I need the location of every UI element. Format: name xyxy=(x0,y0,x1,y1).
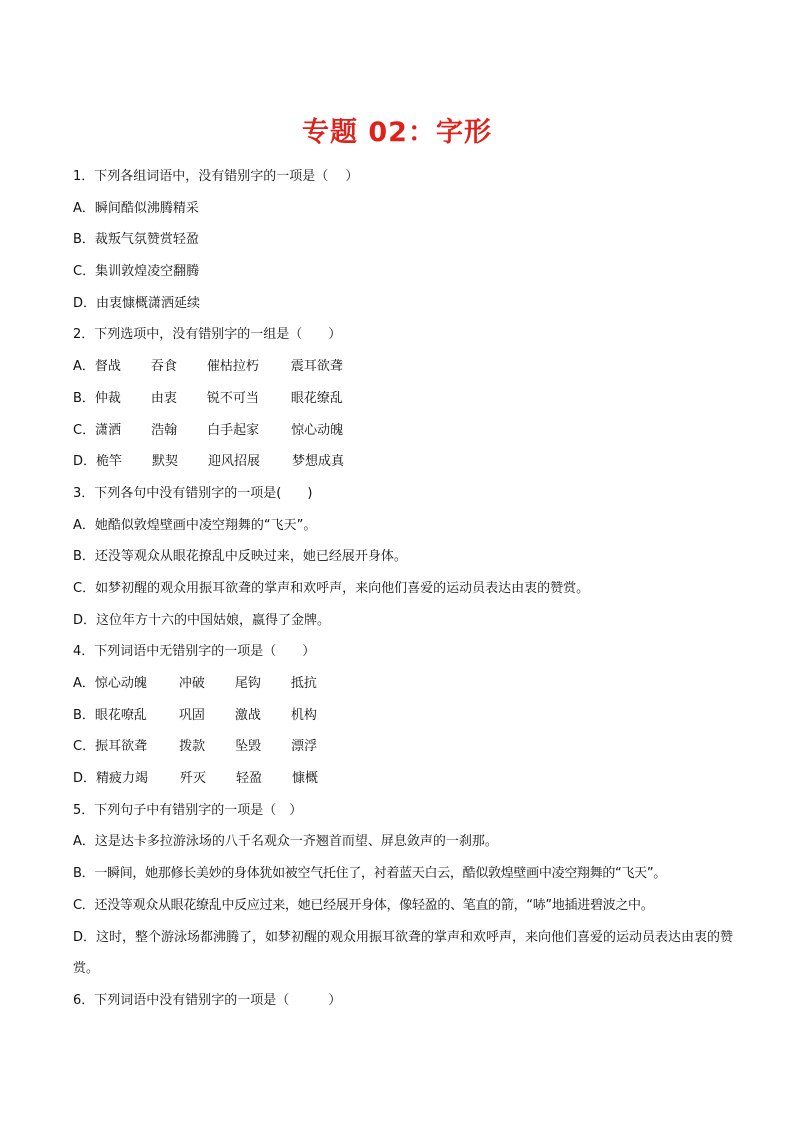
word: 潇洒 xyxy=(95,422,122,438)
option-d xyxy=(73,763,733,795)
option-c: C．如梦初醒的观众用振耳欲聋的掌声和欢呼声，来向他们喜爱的运动员表达由衷的赞赏。 xyxy=(73,580,590,596)
option-d: D．由衷慷概潇洒延续 xyxy=(73,295,201,311)
word: 默契 xyxy=(152,454,179,470)
option-letter: D． xyxy=(73,771,97,787)
option-letter: C． xyxy=(73,739,96,755)
word: 机构 xyxy=(290,707,317,723)
option-d: D．这位年方十六的中国姑娘，嬴得了金牌。 xyxy=(73,612,331,628)
question-stem: 4．下列词语中无错别字的一项是（ ） xyxy=(73,644,316,660)
question-2 xyxy=(73,319,733,477)
question-stem: 3．下列各句中没有错别字的一项是( ) xyxy=(73,485,313,501)
option-letter: D． xyxy=(73,454,97,470)
word: 巩固 xyxy=(178,707,205,723)
word: 催枯拉朽 xyxy=(206,359,259,375)
word: 震耳欲聋 xyxy=(290,359,343,375)
question-3 xyxy=(73,478,733,636)
word: 惊心动魄 xyxy=(291,422,344,438)
option-c: C．集训敦煌凌空翻腾 xyxy=(73,264,200,280)
question-stem: 6．下列词语中没有错别字的一项是（ ） xyxy=(73,992,342,1008)
question-6 xyxy=(73,985,733,1017)
option-a: A．她酷似敦煌壁画中凌空翔舞的“飞天”。 xyxy=(73,517,317,533)
word: 慷概 xyxy=(292,771,319,787)
question-1 xyxy=(73,161,733,319)
option-d xyxy=(73,446,733,478)
word: 振耳欲聋 xyxy=(95,739,148,755)
word: 浩翰 xyxy=(151,422,178,438)
option-b xyxy=(73,700,733,732)
option-c xyxy=(73,415,733,447)
question-stem: 2．下列选项中，没有错别字的一组是（ ） xyxy=(73,327,342,343)
word: 眼花嘹乱 xyxy=(94,707,147,723)
question-stem: 1．下列各组词语中，没有错别字的一项是（ ） xyxy=(73,169,359,184)
word: 吞食 xyxy=(150,359,177,375)
word: 冲破 xyxy=(178,676,205,691)
option-b: B．还没等观众从眼花撩乱中反映过来，她已经展开身体。 xyxy=(73,549,407,565)
question-stem: 5．下列句子中有错别字的一项是（ ） xyxy=(73,802,303,818)
question-5 xyxy=(73,795,733,985)
option-letter: B． xyxy=(73,390,95,406)
word: 漂浮 xyxy=(291,739,318,755)
word: 眼花缭乱 xyxy=(290,390,343,406)
option-letter: C． xyxy=(73,422,96,438)
word: 歼灭 xyxy=(180,771,207,787)
word: 仲裁 xyxy=(94,390,121,406)
option-a xyxy=(73,668,733,700)
word: 尾钩 xyxy=(234,676,261,691)
option-a: A．这是达卡多拉游泳场的八千名观众一齐翘首而望、屏息敛声的一刹那。 xyxy=(73,834,498,850)
page-title: 专题 02：字形 xyxy=(302,117,492,148)
word: 坠毁 xyxy=(235,739,262,755)
word: 桅竿 xyxy=(96,454,123,470)
word: 督战 xyxy=(94,359,121,375)
word: 由衷 xyxy=(150,390,177,406)
option-c: C．还没等观众从眼花缭乱中反应过来，她已经展开身体，像轻盈的、笔直的箭，“哧”地插进碧波之中。 xyxy=(73,897,654,913)
option-letter: A． xyxy=(73,676,95,691)
option-b: B．裁叛气氛赞赏轻盈 xyxy=(73,232,199,248)
word: 激战 xyxy=(234,707,261,723)
option-b xyxy=(73,383,733,415)
option-a: A．瞬间酷似沸腾精采 xyxy=(73,200,199,216)
word: 锐不可当 xyxy=(206,390,259,406)
word: 梦想成真 xyxy=(292,454,345,470)
word: 惊心动魄 xyxy=(94,676,147,691)
option-c xyxy=(73,731,733,763)
option-a xyxy=(73,351,733,383)
word: 抵抗 xyxy=(290,676,317,691)
word: 拨款 xyxy=(179,739,206,755)
option-b: B．一瞬间，她那修长美妙的身体犹如被空气托住了，衬着蓝天白云，酷似敦煌壁画中凌空翔舞的“飞天”。 xyxy=(73,866,666,882)
word: 白手起家 xyxy=(207,422,260,438)
option-letter: B． xyxy=(73,707,95,723)
word: 轻盈 xyxy=(236,771,263,787)
word: 迎风招展 xyxy=(208,454,261,470)
option-letter: A． xyxy=(73,359,95,375)
word: 精疲力竭 xyxy=(96,771,149,787)
option-d: D．这时，整个游泳场都沸腾了，如梦初醒的观众用振耳欲聋的掌声和欢呼声，来向他们喜爱的运动员表达由衷的赞赏。 xyxy=(73,929,734,977)
question-4 xyxy=(73,636,733,794)
question-list xyxy=(73,161,733,1017)
